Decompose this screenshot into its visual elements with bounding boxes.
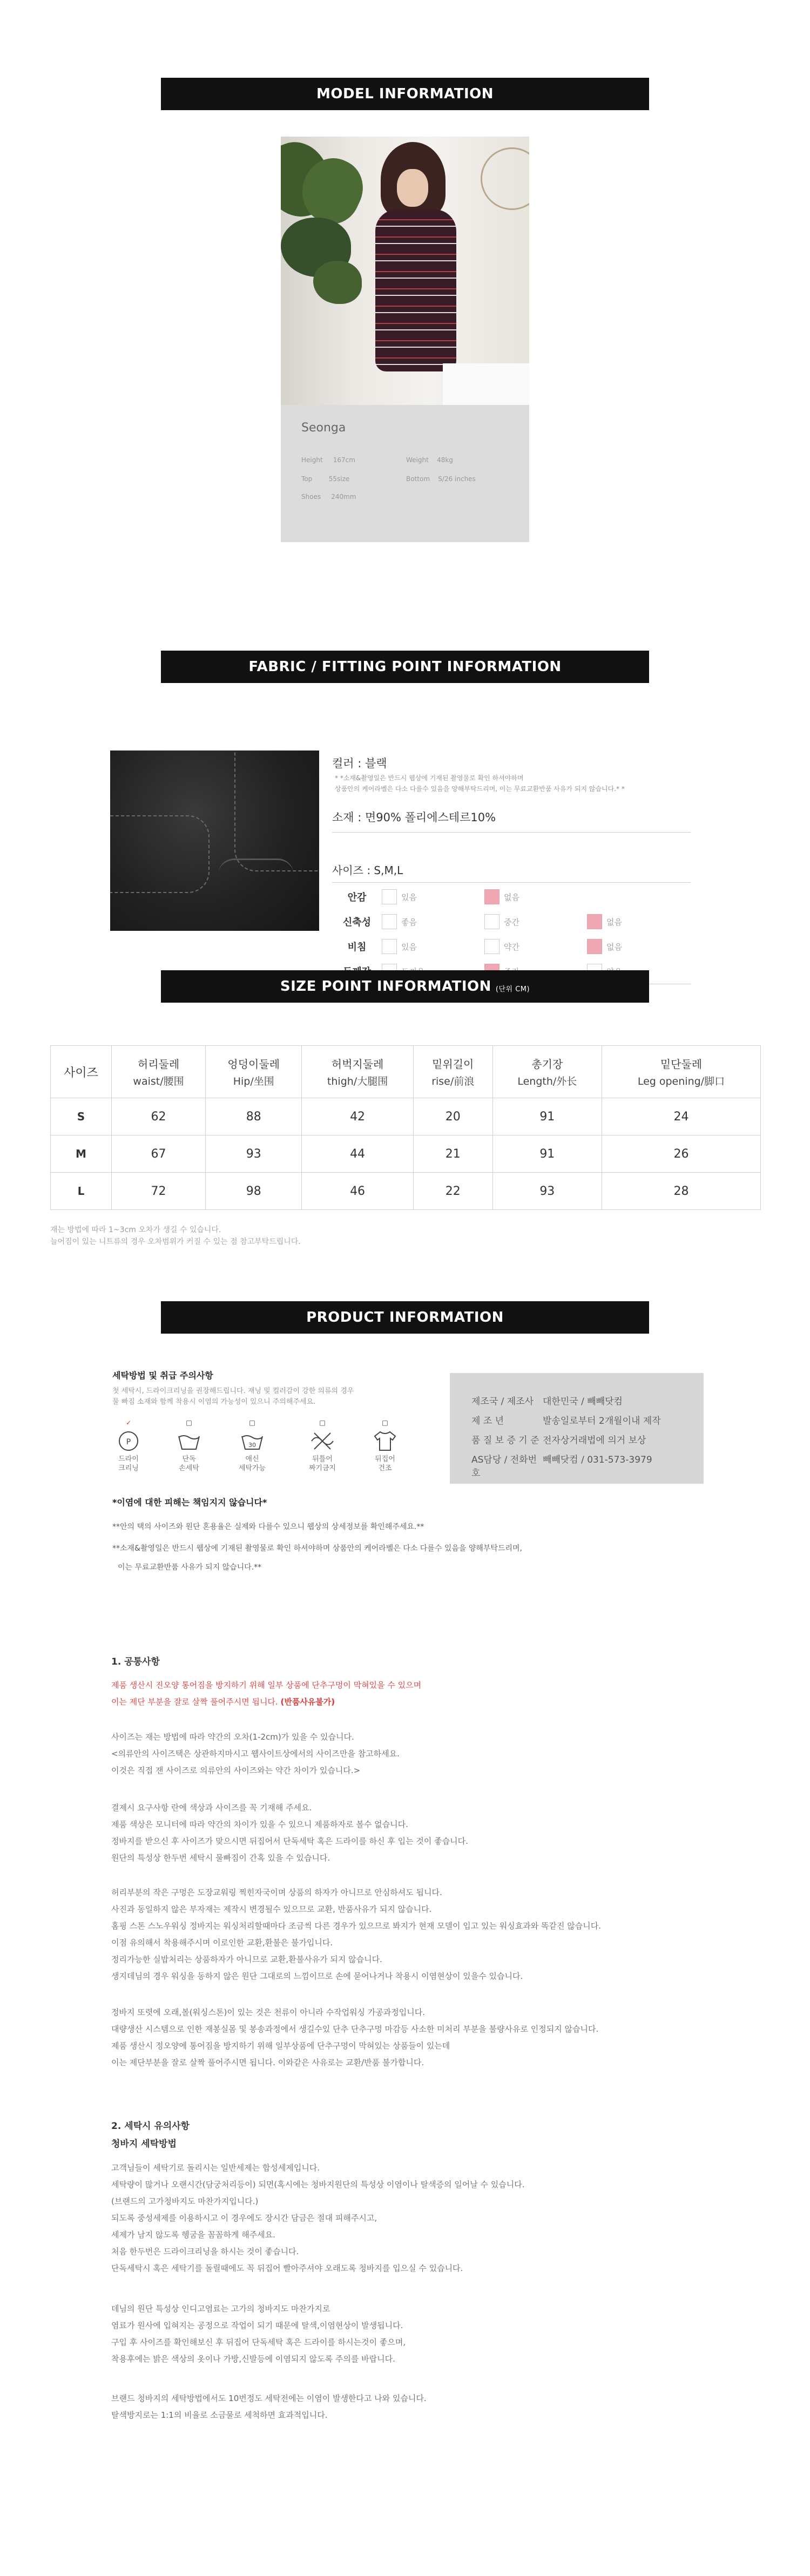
fit-option: 좋음 (401, 917, 417, 927)
check-mark: ✓ (125, 1419, 132, 1426)
fabric-color-note: * *소재&촬영일은 반드시 웹상에 기재된 촬영물로 확인 하셔야하며 (335, 774, 524, 782)
warn-line: **안의 택의 사이즈와 원단 혼용율은 실제와 다를수 있으니 웹상의 상세정보를 확인해주세요.** (112, 1523, 424, 1531)
fabric-color: 컬러 : 블랙 (332, 757, 387, 770)
section-title: MODEL INFORMATION (316, 86, 494, 102)
column-header (112, 1046, 206, 1098)
icon-label: 짜기금지 (308, 1464, 336, 1472)
fit-option: 있음 (401, 942, 417, 952)
fit-checkbox-selected (587, 939, 602, 954)
fit-row-lining (332, 888, 691, 906)
notice-paragraph: 데님의 원단 특성상 인디고염료는 고가의 청바지도 마찬가지로 염료가 원사에 입혀지는 공정으로 작업이 되기 때문에 탈색,이염현상이 발생됩니다. 구입 후 사이즈를 확인해보신 후 뒤집어 단독세탁 혹은 드라이를 하시는것이 좋으며, 착용후에는 밝은 색상의 옷이나 가방,신발등에 이염되지 않도록 주의를 바랍니다. (111, 2304, 406, 2364)
shirt-glyph (373, 1430, 397, 1452)
column-header (413, 1046, 492, 1098)
spec-key: Shoes (301, 493, 321, 501)
fabric-info-header (161, 651, 649, 683)
table-row (51, 1173, 761, 1210)
icon-label: 뒤틀어 (312, 1455, 333, 1463)
table-cell: 93 (492, 1173, 602, 1210)
model-name: Seonga (301, 421, 346, 435)
fabric-color-note: 상품안의 케어라벨은 다소 다를수 있음을 양해부탁드리며, 이는 무료교환반품 사유가 되지 않습니다.* * (335, 785, 625, 793)
column-header (302, 1046, 413, 1098)
icon-label: 단독 (182, 1455, 196, 1463)
table-cell: 98 (206, 1173, 302, 1210)
spec-key: Height (301, 456, 323, 464)
notice-red-line (111, 1694, 335, 1710)
machine-wash-icon (231, 1419, 274, 1473)
notice-paragraph: 정바지 또렷에 오래,볼(워싱스톤)이 있는 것은 천류이 아니라 수작업워싱 가공과정입니다. 대량생산 시스템으로 인한 재봉실몸 및 봉송과정에서 생길수있 단추 단추구멍 마감등 사소한 미처리 부분을 불량사유로 인정되지 않습니다. 제품 생산시 정오양에 통어짐을 방지하기 위해 일부상품에 단추구멍이 막혀있는 상품들이 있는데 이는 제단부분을 잘로 살짝 풀어주시면 됩니다. 이와같은 사유로는 교환/반품 불가합니다. (111, 2007, 599, 2067)
table-cell: 72 (112, 1173, 206, 1210)
info-row (471, 1432, 646, 1446)
info-row (471, 1394, 623, 1407)
fit-option: 없음 (504, 892, 519, 902)
info-value: 전자상거래법에 의거 보상 (543, 1435, 646, 1446)
notice-red-line: 제품 생산시 진오양 통어짐을 방지하기 위해 일부 상품에 단추구멍이 막혀있을 수 있으며 (111, 1680, 422, 1690)
table-cell: 22 (413, 1173, 492, 1210)
section-title: PRODUCT INFORMATION (306, 1309, 504, 1326)
spec-key: Bottom (406, 475, 430, 483)
fit-checkbox-selected (484, 889, 500, 904)
fit-label: 비침 (347, 942, 367, 953)
table-cell: 44 (302, 1135, 413, 1173)
checkbox-mark: □ (382, 1419, 388, 1426)
fit-option: 없음 (606, 942, 622, 952)
hand-wash-glyph (177, 1430, 201, 1452)
section-title: FABRIC / FITTING POINT INFORMATION (248, 659, 562, 675)
svg-text:30: 30 (248, 1442, 256, 1449)
warn-bold: *이염에 대한 피해는 책임지지 않습니다* (112, 1497, 267, 1507)
header-en: thigh/大腿围 (327, 1076, 388, 1087)
table-cell: 91 (492, 1135, 602, 1173)
machine-wash-glyph (240, 1430, 265, 1452)
size-label: L (51, 1173, 112, 1210)
info-row (471, 1413, 661, 1426)
spec-value: S/26 inches (438, 475, 476, 483)
table-cell: 20 (413, 1098, 492, 1135)
fit-option: 약간 (504, 942, 519, 952)
fit-checkbox (382, 939, 397, 954)
notice-paragraph: 사이즈는 재는 방법에 따라 약간의 오차(1-2cm)가 있을 수 있습니다. <의류안의 사이즈택은 상관하지마시고 웹사이트상에서의 사이즈만을 참고하세요. 이것은 직접 잰 사이즈로 의류안의 사이즈와는 약간 차이가 있습니다.> (111, 1732, 400, 1775)
size-label: S (51, 1098, 112, 1135)
size-corner: 사이즈 (51, 1046, 112, 1098)
fit-checkbox (382, 889, 397, 904)
table-row (51, 1135, 761, 1173)
product-info-box (450, 1373, 704, 1484)
size-table-header (51, 1046, 761, 1098)
size-unit: (단위 CM) (495, 985, 530, 993)
spec-value: 48kg (437, 456, 453, 464)
checkbox-mark: □ (186, 1419, 192, 1426)
info-value: 빼빼닷컴 / 031-573-3979 (543, 1455, 652, 1465)
spec-value: 240mm (331, 493, 356, 501)
fit-checkbox (382, 914, 397, 929)
fit-option: 없음 (606, 917, 622, 927)
fit-option: 중간 (504, 917, 519, 927)
header-ko: 허리둘레 (137, 1058, 180, 1071)
fabric-sizes: 사이즈 : S,M,L (332, 864, 403, 877)
product-info-header (161, 1301, 649, 1334)
section-title: SIZE POINT INFORMATION (280, 978, 491, 995)
fabric-material: 소재 : 면90% 폴리에스테르10% (332, 811, 496, 824)
svg-text:P: P (126, 1438, 131, 1446)
dry-clean-glyph (116, 1430, 141, 1452)
table-cell: 46 (302, 1173, 413, 1210)
size-table (50, 1045, 761, 1210)
notice-paragraph: 결제시 요구사항 란에 색상과 사이즈를 꼭 기재해 주세요. 제품 색상은 모니터에 따라 약간의 차이가 있을 수 있으니 제품하자로 볼수 없습니다. 정바지를 받으신 후 사이즈가 맞으시면 뒤집어서 단독세탁 혹은 드라이를 하신 후 입는 것이 좋습니다. 원단의 특성상 한두번 세탁시 물빠짐이 간혹 있을 수 있습니다. (111, 1803, 468, 1863)
header-en: Hip/坐围 (233, 1076, 274, 1087)
header-en: Length/外长 (517, 1076, 577, 1087)
header-en: rise/前浪 (431, 1076, 475, 1087)
spec-value: 55size (328, 475, 350, 483)
notice-paragraph: 고객님들이 세탁기로 돌리시는 일반세제는 합성세제입니다. 세탁량이 많거나 오랜시간(담궁처리등이) 되면(혹시에는 청바지원단의 특성상 이염이나 탈색증의 일어날 수 있습니다. (브랜드의 고가청바지도 마찬가지입니다.) 되도록 중성세제를 이용하시고 이 경우에도 장시간 담금은 절대 피해주시고, 세제가 남지 않도록 헹굼을 꼼꼼하게 해주세요. 처음 한두번은 드라이크리닝을 하시는 것이 좋습니다. 단독세탁시 혹은 세탁기를 돌릴때에도 꼭 뒤집어 빨아주셔야 오래도록 청바지를 입으실 수 있습니다. (111, 2163, 525, 2273)
header-ko: 밑위길이 (432, 1058, 474, 1071)
notice-red-text: 이는 제단 부분을 잘로 살짝 풀어주시면 됩니다. (111, 1697, 278, 1707)
table-cell: 21 (413, 1135, 492, 1173)
info-row (471, 1452, 652, 1479)
fit-row-sheer (332, 937, 691, 956)
model-card (281, 405, 529, 542)
inside-out-dry-icon (363, 1419, 407, 1473)
header-ko: 밑단둘레 (660, 1058, 703, 1071)
wash-desc: 첫 세탁시, 드라이크리닝을 권장해드립니다. 재닝 및 컬러감이 강한 의류의 경우 (112, 1387, 354, 1395)
fabric-photo (110, 751, 319, 931)
column-header (602, 1046, 760, 1098)
header-en: waist/腰围 (133, 1076, 184, 1087)
no-wring-glyph (310, 1430, 335, 1452)
info-key: 제조국 / 제조사 (471, 1396, 534, 1407)
notice-paragraph: 허리부분의 작은 구멍은 도장교워링 찍힌자국이며 상품의 하자가 아니므로 안심하셔도 됩니다. 사진과 동일하지 않은 부자재는 제작시 변경될수 있으므로 교환, 반품사유가 되지 않습니다. 홈핑 스톤 스노우워싱 정바지는 워싱처리할때마다 조금씩 다른 경우가 있으므로 봐지가 현재 모델이 입고 있는 워싱효과와 똑같진 않습니다. 이점 유의해서 착용해주시며 이로인한 교환,환불은 불가입니다. 정리가능한 실밥처리는 상품하자가 아니므로 교환,환불사유가 되지 않습니다. 생지데님의 경우 워싱을 동하지 않은 원단 그대로의 느낌이므로 손에 묻어나거나 착용시 이염현상이 있을수 있습니다. (111, 1888, 601, 1981)
header-ko: 허벅지둘레 (331, 1058, 384, 1071)
notice-red-bold: (반품사유불가) (280, 1697, 335, 1707)
divider (332, 882, 691, 883)
size-label: M (51, 1135, 112, 1173)
warn-line: 이는 무료교환반품 사유가 되지 않습니다.** (118, 1563, 262, 1572)
info-value: 대한민국 / 빼빼닷컴 (543, 1396, 623, 1407)
divider (332, 832, 691, 833)
notice-title-2: 2. 세탁시 유의사항 (111, 2121, 190, 2132)
header-en: Leg opening/脚口 (637, 1076, 725, 1087)
icon-label: 애신 (245, 1455, 259, 1463)
wash-title: 세탁방법 및 취급 주의사항 (112, 1370, 213, 1381)
table-cell: 24 (602, 1098, 760, 1135)
icon-label: 건조 (378, 1464, 392, 1472)
table-cell: 26 (602, 1135, 760, 1173)
fit-label: 신축성 (342, 917, 372, 928)
notice-paragraph: 브랜드 청바지의 세탁방법에서도 10번정도 세탁전에는 이염이 발생한다고 나와 있습니다. 탈색방지로는 1:1의 비율로 소금물로 세척하면 효과적입니다. (111, 2394, 427, 2420)
table-cell: 93 (206, 1135, 302, 1173)
info-value: 발송일로부터 2개월이내 제작 (543, 1416, 661, 1426)
checkbox-mark: □ (319, 1419, 326, 1426)
spec-key: Weight (406, 456, 429, 464)
table-cell: 28 (602, 1173, 760, 1210)
hand-wash-icon (167, 1419, 211, 1473)
table-cell: 62 (112, 1098, 206, 1135)
table-cell: 67 (112, 1135, 206, 1173)
icon-label: 세탁가능 (238, 1464, 266, 1472)
icon-label: 드라이 (118, 1455, 139, 1463)
header-ko: 엉덩이둘레 (227, 1058, 280, 1071)
table-row (51, 1098, 761, 1135)
model-photo (281, 137, 529, 405)
wash-desc: 물 빠짐 소재와 함께 착용시 이염의 가능성이 있으니 주의해주세요. (112, 1398, 316, 1406)
warn-line: **소재&촬영일은 반드시 웹상에 기재된 촬영물로 확인 하셔야하며 상품안의 케어라벨은 다소 다를수 있음을 양해부탁드리며, (112, 1544, 522, 1553)
fit-checkbox (484, 939, 500, 954)
notice-title-1: 1. 공통사항 (111, 1657, 160, 1667)
size-note: 재는 방법에 따라 1~3cm 오차가 생길 수 있습니다. (50, 1226, 221, 1234)
table-cell: 42 (302, 1098, 413, 1135)
dry-clean-icon (107, 1419, 150, 1473)
table-cell: 88 (206, 1098, 302, 1135)
column-header (492, 1046, 602, 1098)
spec-key: Top (301, 475, 313, 483)
icon-label: 크리닝 (118, 1464, 139, 1472)
spec-value: 167cm (333, 456, 355, 464)
fit-checkbox (484, 914, 500, 929)
info-key: 품 질 보 증 기 준 (471, 1435, 539, 1446)
model-info-header (161, 78, 649, 110)
icon-label: 뒤집어 (375, 1455, 395, 1463)
size-info-header (161, 970, 649, 1003)
info-key: AS담당 / 전화번호 (471, 1455, 537, 1479)
fit-row-stretch (332, 912, 691, 931)
fit-option: 있음 (401, 892, 417, 902)
notice-subtitle: 청바지 세탁방법 (111, 2139, 177, 2149)
fit-checkbox-selected (587, 914, 602, 929)
icon-label: 손세탁 (179, 1464, 199, 1472)
no-wring-icon (301, 1419, 344, 1473)
column-header (206, 1046, 302, 1098)
checkbox-mark: □ (249, 1419, 255, 1426)
header-ko: 총기장 (531, 1058, 563, 1071)
info-key: 제 조 년 (471, 1416, 504, 1426)
table-cell: 91 (492, 1098, 602, 1135)
size-note: 늘어짐이 있는 니트류의 경우 오차범위가 커질 수 있는 점 참고부탁드립니다. (50, 1238, 301, 1246)
fit-label: 안감 (347, 892, 367, 903)
